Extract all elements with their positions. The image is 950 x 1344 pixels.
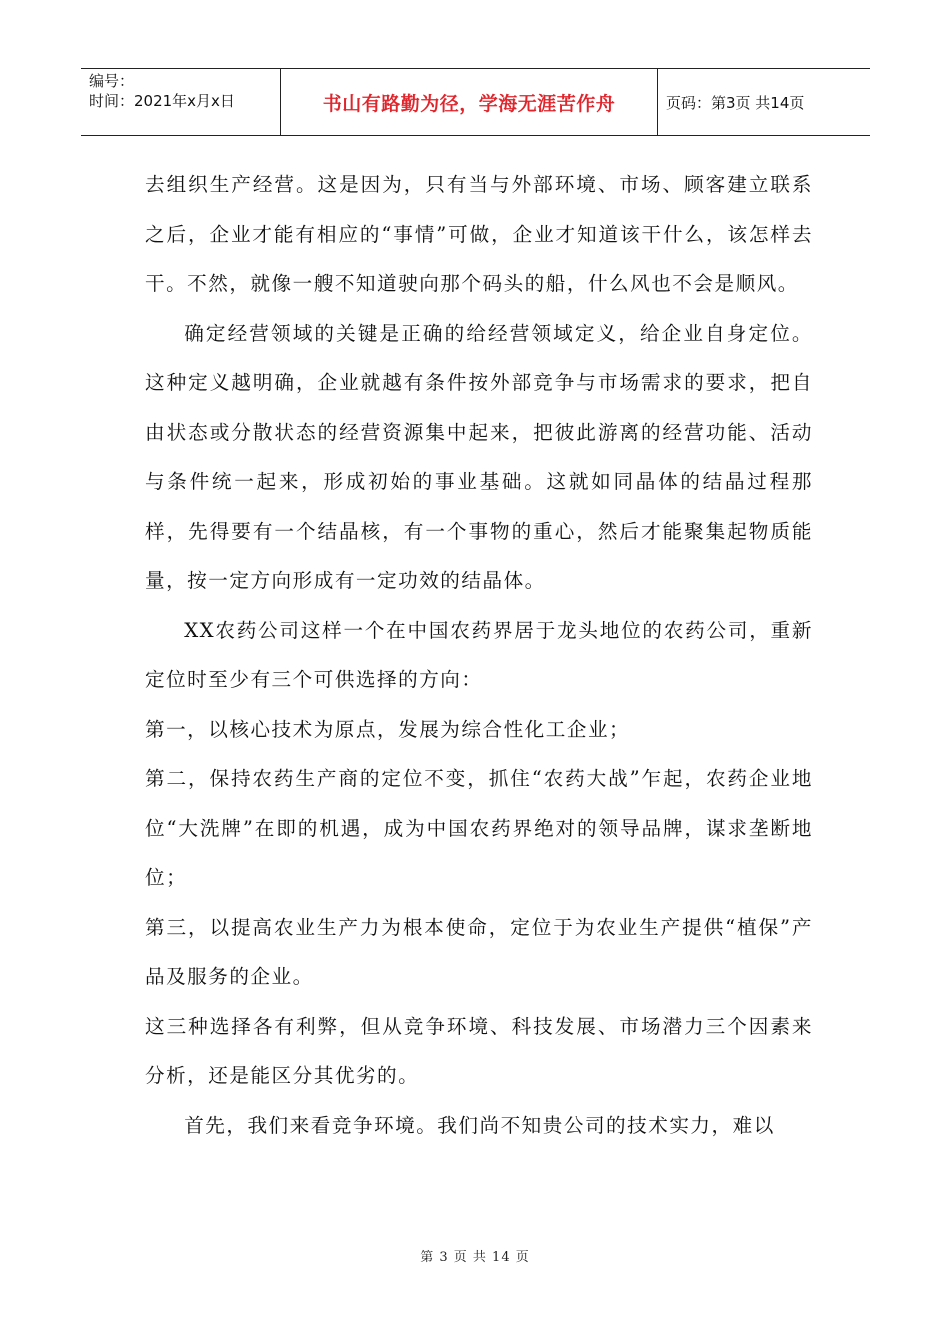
header-meta [81,69,281,135]
paragraph: 去组织生产经营。这是因为，只有当与外部环境、市场、顾客建立联系之后，企业才能有相应的“事情”可做，企业才知道该干什么，该怎样去干。不然，就像一艘不知道驶向那个码头的船，什么风也不会是顺风。 [145,173,813,295]
page-footer: 第 3 页 共 14 页 [420,1250,530,1265]
paragraph: 第二，保持农药生产商的定位不变，抓住“农药大战”乍起，农药企业地位“大洗牌”在即的机遇，成为中国农药界绝对的领导品牌，谋求垄断地位； [145,767,813,889]
date-line: 时间：2021年x月x日 [89,92,235,110]
paragraph: 这三种选择各有利弊，但从竞争环境、科技发展、市场潜力三个因素来分析，还是能区分其优劣的。 [145,1014,813,1087]
page-header [81,68,870,136]
paragraph: 第三，以提高农业生产力为根本使命，定位于为农业生产提供“植保”产品及服务的企业。 [145,915,813,988]
header-motto: 书山有路勤为径，学海无涯苦作舟 [281,69,658,135]
paragraph: 确定经营领域的关键是正确的给经营领域定义，给企业自身定位。这种定义越明确，企业就越有条件按外部竞争与市场需求的要求，把自由状态或分散状态的经营资源集中起来，把彼此游离的经营功能、活动与条件统一起来，形成初始的事业基础。这就如同晶体的结晶过程那样，先得要有一个结晶核，有一个事物的重心，然后才能聚集起物质能量，按一定方向形成有一定功效的结晶体。 [145,321,813,592]
document-body [145,160,813,1150]
header-page-info: 页码：第3页 共14页 [666,93,805,112]
paragraph: 首先，我们来看竞争环境。我们尚不知贵公司的技术实力，难以 [184,1113,775,1137]
paragraph: 第一，以核心技术为原点，发展为综合性化工企业； [145,717,631,741]
serial-number-label: 编号： [89,72,135,90]
paragraph: XX农药公司这样一个在中国农药界居于龙头地位的农药公司，重新定位时至少有三个可供选择的方向： [145,618,813,691]
